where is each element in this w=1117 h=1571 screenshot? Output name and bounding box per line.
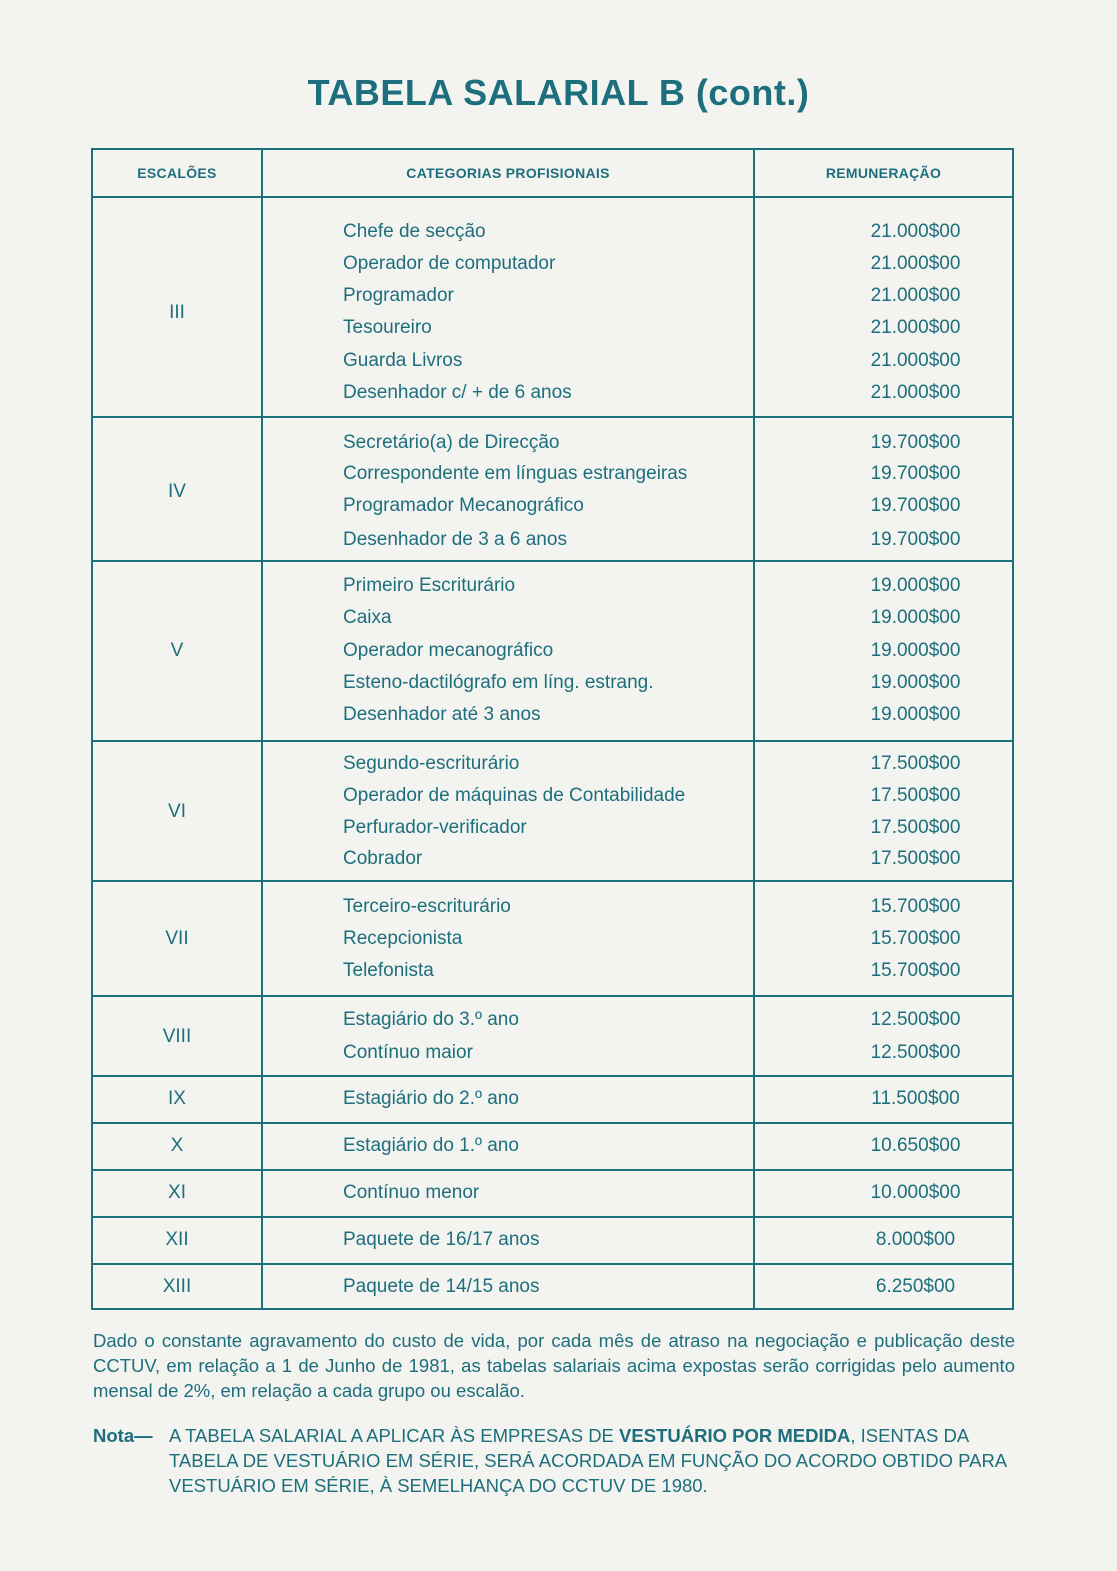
categoria-cell: Operador de computador [343, 253, 556, 274]
categoria-cell: Desenhador até 3 anos [343, 704, 541, 725]
group-divider [93, 1169, 1012, 1171]
categoria-cell: Terceiro-escriturário [343, 896, 511, 917]
group-divider [93, 416, 1012, 418]
categoria-cell: Secretário(a) de Direcção [343, 432, 560, 453]
remuneracao-cell: 8.000$00 [875, 1229, 956, 1250]
group-divider [93, 560, 1012, 562]
remuneracao-cell: 10.000$00 [870, 1182, 961, 1203]
categoria-cell: Operador mecanográfico [343, 640, 554, 661]
categoria-cell: Tesoureiro [343, 317, 432, 338]
salary-table [91, 148, 1014, 1310]
categoria-cell: Correspondente em línguas estrangeiras [343, 463, 688, 484]
remuneracao-cell: 17.500$00 [870, 817, 961, 838]
remuneracao-cell: 19.700$00 [870, 463, 961, 484]
grade-label: V [170, 639, 184, 661]
grade-label: X [170, 1135, 184, 1156]
remuneracao-cell: 15.700$00 [870, 928, 961, 949]
grade-label: VI [168, 800, 186, 822]
nota-block [93, 1423, 1015, 1496]
grade-label: XII [165, 1229, 189, 1250]
categoria-cell: Estagiário do 3.º ano [343, 1009, 519, 1030]
remuneracao-cell: 12.500$00 [870, 1009, 961, 1030]
group-divider [93, 1122, 1012, 1124]
grade-label: VIII [162, 1025, 192, 1047]
nota-text [169, 1423, 1015, 1498]
remuneracao-cell: 19.700$00 [870, 432, 961, 453]
group-divider [93, 1263, 1012, 1265]
header-remuneracao: REMUNERAÇÃO [825, 165, 942, 181]
group-divider [93, 1075, 1012, 1077]
grade-label: XIII [162, 1276, 192, 1297]
remuneracao-cell: 19.700$00 [870, 529, 961, 550]
remuneracao-cell: 19.700$00 [870, 495, 961, 516]
remuneracao-cell: 17.500$00 [870, 753, 961, 774]
remuneracao-cell: 17.500$00 [870, 785, 961, 806]
grade-label: XI [168, 1182, 186, 1203]
categoria-cell: Telefonista [343, 960, 434, 981]
remuneracao-cell: 15.700$00 [870, 896, 961, 917]
nota-label: Nota— [93, 1425, 153, 1446]
grade-label: IX [168, 1088, 186, 1109]
group-divider [93, 1216, 1012, 1218]
group-divider [93, 995, 1012, 997]
nota-text-after: , ISENTAS DA TABELA DE VESTUÁRIO EM SÉRIE, SERÁ ACORDADA EM FUNÇÃO DO ACORDO OBTIDO PARA VESTUÁRIO EM SÉRIE, À SEMELHANÇA DO CCTUV DE 1980. [169, 1425, 1007, 1496]
categoria-cell: Programador [343, 285, 454, 306]
categoria-cell: Desenhador c/ + de 6 anos [343, 382, 572, 403]
header-categorias: CATEGORIAS PROFISIONAIS [406, 165, 610, 181]
nota-text-before: A TABELA SALARIAL A APLICAR ÀS EMPRESAS DE [169, 1425, 620, 1446]
categoria-cell: Programador Mecanográfico [343, 495, 584, 516]
nota-emphasis: VESTUÁRIO POR MEDIDA [619, 1425, 851, 1446]
categoria-cell: Operador de máquinas de Contabilidade [343, 785, 686, 806]
remuneracao-cell: 19.000$00 [870, 704, 961, 725]
column-divider-2 [753, 150, 755, 1308]
grade-label: VII [165, 928, 189, 949]
group-divider [93, 880, 1012, 882]
categoria-cell: Recepcionista [343, 928, 463, 949]
remuneracao-cell: 19.000$00 [870, 672, 961, 693]
remuneracao-cell: 19.000$00 [870, 640, 961, 661]
header-escaloes: ESCALÕES [137, 165, 217, 181]
remuneracao-cell: 21.000$00 [870, 350, 961, 371]
categoria-cell: Estagiário do 2.º ano [343, 1088, 519, 1109]
remuneracao-cell: 19.000$00 [870, 575, 961, 596]
categoria-cell: Perfurador-verificador [343, 817, 527, 838]
remuneracao-cell: 15.700$00 [870, 960, 961, 981]
categoria-cell: Chefe de secção [343, 221, 486, 242]
remuneracao-cell: 11.500$00 [871, 1088, 960, 1109]
remuneracao-cell: 17.500$00 [870, 848, 961, 869]
categoria-cell: Esteno-dactilógrafo em líng. estrang. [343, 672, 654, 693]
categoria-cell: Guarda Livros [343, 350, 463, 371]
remuneracao-cell: 19.000$00 [870, 607, 961, 628]
categoria-cell: Segundo-escriturário [343, 753, 520, 774]
categoria-cell: Estagiário do 1.º ano [343, 1135, 519, 1156]
categoria-cell: Paquete de 14/15 anos [343, 1276, 540, 1297]
categoria-cell: Paquete de 16/17 anos [343, 1229, 540, 1250]
categoria-cell: Contínuo menor [343, 1182, 480, 1203]
categoria-cell: Primeiro Escriturário [343, 575, 516, 596]
header-divider [93, 196, 1012, 198]
remuneracao-cell: 10.650$00 [870, 1135, 961, 1156]
categoria-cell: Desenhador de 3 a 6 anos [343, 529, 567, 550]
remuneracao-cell: 21.000$00 [870, 253, 961, 274]
adjustment-paragraph: Dado o constante agravamento do custo de vida, por cada mês de atraso na negociação e publicação deste CCTUV, em relação a 1 de Junho de 1981, as tabelas salariais acima expostas serão corrigidas pelo aumento mensal de 2%, em relação a cada grupo ou escalão. [93, 1330, 1015, 1401]
categoria-cell: Caixa [343, 607, 392, 628]
remuneracao-cell: 21.000$00 [870, 221, 961, 242]
categoria-cell: Cobrador [343, 848, 423, 869]
grade-label: III [169, 301, 185, 323]
categoria-cell: Contínuo maior [343, 1042, 473, 1063]
grade-label: IV [168, 480, 186, 502]
remuneracao-cell: 21.000$00 [870, 382, 961, 403]
remuneracao-cell: 12.500$00 [870, 1042, 961, 1063]
remuneracao-cell: 21.000$00 [870, 285, 961, 306]
column-divider-1 [261, 150, 263, 1308]
page-title: TABELA SALARIAL B (cont.) [307, 72, 810, 113]
remuneracao-cell: 6.250$00 [875, 1276, 956, 1297]
remuneracao-cell: 21.000$00 [870, 317, 961, 338]
group-divider [93, 740, 1012, 742]
